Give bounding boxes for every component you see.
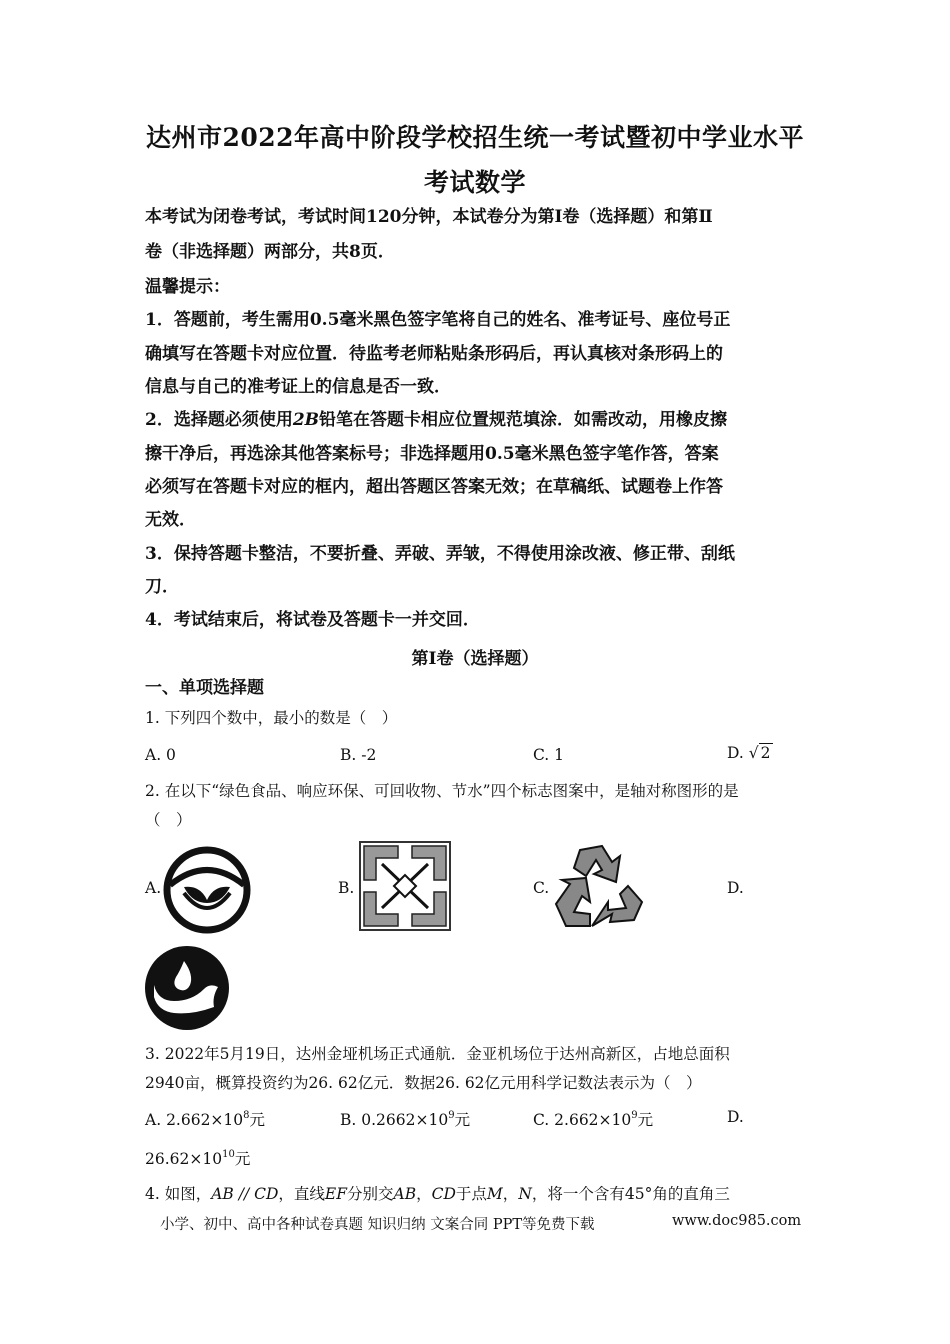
- q3-option-a: [145, 1108, 265, 1130]
- exam-title-line2: 考试数学: [423, 168, 526, 197]
- q4-math-line: EF: [324, 1185, 347, 1203]
- tip1-line3: 信息与自己的准考证上的信息是否一致．: [145, 377, 451, 397]
- tip2-text-a: 2．选择题必须使用: [145, 410, 293, 430]
- q3-option-a-label: A.: [145, 1111, 162, 1129]
- q2-option-b-label: B.: [338, 879, 355, 897]
- q4-text-4: ，: [416, 1185, 432, 1203]
- tip2-line4: 无效．: [145, 510, 196, 530]
- tip1-line1: 1．答题前，考生需用0.5毫米黑色签字笔将自己的姓名、准考证号、座位号正: [145, 310, 731, 330]
- q4-text-3: 分别交: [346, 1185, 394, 1203]
- q1-stem: 1. 下列四个数中，最小的数是（ ）: [145, 709, 398, 727]
- intro-line2: 卷（非选择题）两部分，共8页．: [145, 242, 395, 262]
- q3-option-c-label: C.: [533, 1111, 550, 1129]
- footer-text: 小学、初中、高中各种试卷真题 知识归纳 文案合同 PPT等免费下载: [160, 1217, 595, 1233]
- q3-stem-line2: 2940亩，概算投资约为26. 62亿元．数据26. 62亿元用科学记数法表示为（ ）: [145, 1074, 702, 1092]
- sqrt-radicand: 2: [760, 744, 771, 762]
- tip2-pencil-grade: 2B: [292, 410, 320, 430]
- q3-option-c: [533, 1108, 653, 1130]
- tip3-line2: 刀．: [145, 577, 179, 597]
- tip2-line1: [145, 404, 810, 437]
- q4-text-6: ，: [502, 1185, 519, 1203]
- q3-option-b: [340, 1108, 470, 1130]
- q3-option-d-exponent: 10: [222, 1149, 235, 1160]
- q3-option-c-base: 2.662×10: [554, 1111, 632, 1129]
- q3-option-c-exponent: 9: [631, 1110, 638, 1121]
- q3-option-d-unit: 元: [234, 1150, 251, 1168]
- q3-option-a-base: 2.662×10: [166, 1111, 244, 1129]
- q3-option-b-exponent: 9: [448, 1110, 455, 1121]
- tip3-line1: 3．保持答题卡整洁，不要折叠、弄破、弄皱，不得使用涂改液、修正带、刮纸: [145, 544, 735, 564]
- q3-option-d-label: D.: [727, 1108, 744, 1126]
- green-food-logo-icon: [162, 845, 252, 935]
- q2-option-d-label: D.: [727, 879, 744, 897]
- q4-text-2: ，直线: [278, 1185, 325, 1203]
- tip2-line2: 擦干净后，再选涂其他答案标号；非选择题用0.5毫米黑色签字笔作答，答案: [145, 444, 719, 464]
- q4-text-5: 于点: [455, 1185, 487, 1203]
- q2-option-a-label: A.: [145, 879, 162, 897]
- q2-stem-line2: （ ）: [145, 811, 192, 829]
- q3-option-c-unit: 元: [637, 1111, 654, 1129]
- q4-text-1: 4. 如图，: [145, 1185, 212, 1203]
- q3-option-d: [145, 1147, 250, 1169]
- q4-math-n: N: [518, 1185, 532, 1203]
- q3-option-b-base: 0.2662×10: [361, 1111, 449, 1129]
- part-heading: 一、单项选择题: [145, 678, 264, 698]
- q4-text-7: ，将一个含有45°角的直角三: [531, 1185, 730, 1203]
- recycle-logo-icon: [550, 840, 646, 932]
- q1-option-d-label: D.: [727, 744, 744, 762]
- q3-option-b-unit: 元: [454, 1111, 471, 1129]
- sqrt-symbol: √ 2: [748, 744, 771, 762]
- tips-title: 温馨提示：: [145, 277, 230, 297]
- tip2-line3: 必须写在答题卡对应的框内，超出答题区答案无效；在草稿纸、试题卷上作答: [145, 477, 723, 497]
- intro-line1: 本考试为闭卷考试，考试时间120分钟，本试卷分为第Ⅰ卷（选择题）和第Ⅱ: [145, 207, 713, 227]
- tip2-text-c: 铅笔在答题卡相应位置规范填涂．如需改动，用橡皮擦: [319, 410, 728, 430]
- q4-math-parallel: AB // CD: [211, 1185, 279, 1203]
- q4-math-cd: CD: [431, 1185, 456, 1203]
- q1-option-c: C. 1: [533, 746, 565, 764]
- exam-title-line1: 达州市2022年高中阶段学校招生统一考试暨初中学业水平: [145, 123, 805, 152]
- footer-link[interactable]: www.doc985.com: [672, 1213, 802, 1229]
- q4-math-m: M: [486, 1185, 503, 1203]
- q4-math-ab: AB: [393, 1185, 417, 1203]
- q2-option-c-label: C.: [533, 879, 550, 897]
- q3-option-b-label: B.: [340, 1111, 357, 1129]
- section-heading: 第Ⅰ卷（选择题）: [411, 649, 539, 669]
- q3-option-a-unit: 元: [249, 1111, 266, 1129]
- tip1-line2: 确填写在答题卡对应位置．待监考老师粘贴条形码后，再认真核对条形码上的: [145, 344, 723, 364]
- tip4: 4．考试结束后，将试卷及答题卡一并交回．: [145, 610, 480, 630]
- q3-stem-line1: 3. 2022年5月19日，达州金垭机场正式通航．金亚机场位于达州高新区，占地总面积: [145, 1045, 730, 1063]
- q3-option-a-exponent: 8: [243, 1110, 250, 1121]
- environment-logo-icon: [358, 840, 452, 932]
- q1-option-d: [727, 744, 773, 762]
- q2-stem-line1: 2. 在以下“绿色食品、响应环保、可回收物、节水”四个标志图案中，是轴对称图形的是: [145, 782, 739, 800]
- water-saving-logo-icon: [144, 945, 230, 1031]
- q1-option-b: B. -2: [340, 746, 377, 764]
- q3-option-d-base: 26.62×10: [145, 1150, 223, 1168]
- q1-option-a: A. 0: [145, 746, 176, 764]
- q4-stem: [145, 1180, 810, 1208]
